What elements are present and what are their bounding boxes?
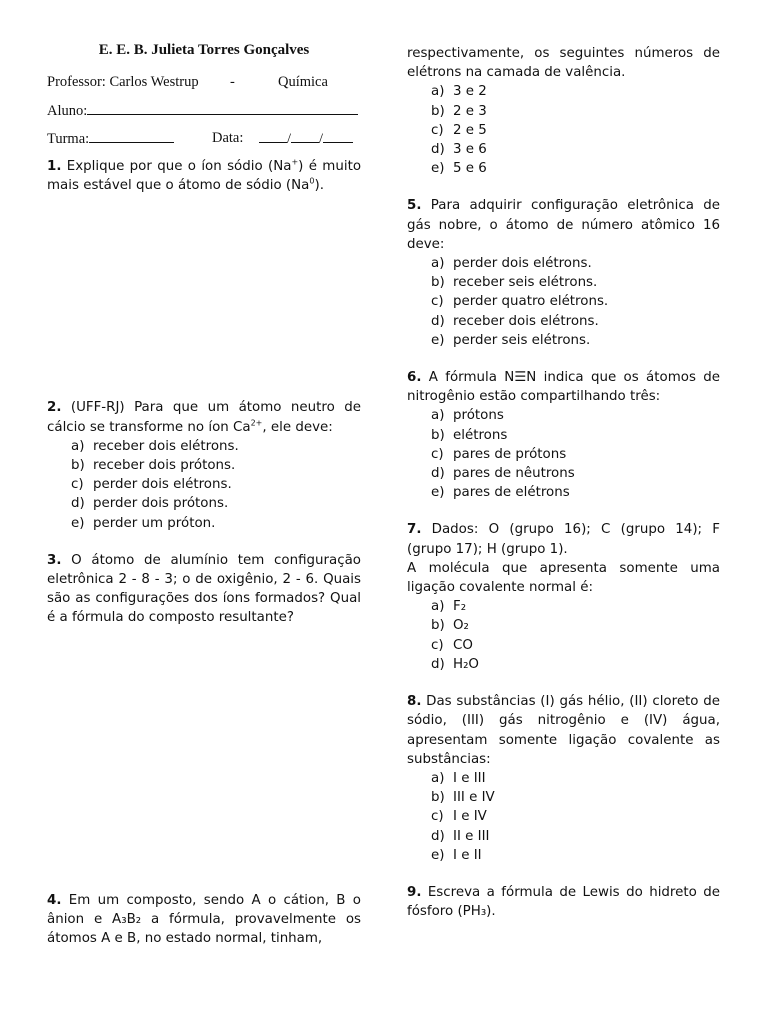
question-1-text-c: ). xyxy=(314,178,324,194)
question-9-number: 9. xyxy=(407,884,422,900)
question-5-options xyxy=(407,254,720,350)
professor-label: Professor: xyxy=(47,74,106,90)
option[interactable] xyxy=(431,140,720,159)
option[interactable] xyxy=(431,406,720,425)
option[interactable] xyxy=(71,494,361,513)
question-7-text2: A molécula que apresenta somente uma ligação covalente normal é: xyxy=(407,560,720,596)
option[interactable] xyxy=(71,514,361,533)
question-6 xyxy=(407,368,720,406)
option[interactable] xyxy=(431,102,720,121)
question-1-text-b: ) é muito mais estável que o átomo de sódio (Na xyxy=(47,159,362,194)
option[interactable] xyxy=(431,616,720,635)
option[interactable] xyxy=(431,807,720,826)
option-text: pares de elétrons xyxy=(453,485,570,501)
question-2-options xyxy=(47,437,361,533)
option-letter: a) xyxy=(431,84,445,100)
option[interactable] xyxy=(431,769,720,788)
option-letter: d) xyxy=(71,496,85,512)
question-1-number: 1. xyxy=(47,159,62,174)
option-letter: b) xyxy=(431,103,445,119)
option-text: 3 e 6 xyxy=(453,142,487,158)
option[interactable] xyxy=(431,121,720,140)
option-letter: a) xyxy=(431,256,445,272)
option-letter: d) xyxy=(431,656,445,672)
question-8-options xyxy=(407,769,720,865)
question-2-number: 2. xyxy=(47,400,62,416)
answer-space-3[interactable] xyxy=(47,628,361,891)
question-7-options xyxy=(407,597,720,674)
question-9-text: Escreva a fórmula de Lewis do hidreto de fósforo (PH₃). xyxy=(407,884,720,920)
option-text: I e IV xyxy=(453,809,487,825)
option[interactable] xyxy=(71,475,361,494)
option-text: 3 e 2 xyxy=(453,84,487,100)
option[interactable] xyxy=(431,846,720,865)
option-letter: e) xyxy=(71,515,85,531)
option[interactable] xyxy=(431,159,720,178)
option-letter: c) xyxy=(431,446,444,462)
option-text: pares de prótons xyxy=(453,446,567,462)
option[interactable] xyxy=(431,827,720,846)
option-letter: a) xyxy=(431,599,445,615)
option-text: perder seis elétrons. xyxy=(453,332,591,348)
option-text: receber dois prótons. xyxy=(93,458,236,474)
option[interactable] xyxy=(431,292,720,311)
option[interactable] xyxy=(431,312,720,331)
option-letter: c) xyxy=(431,637,444,653)
option-letter: d) xyxy=(431,466,445,482)
question-5 xyxy=(407,196,720,254)
option[interactable] xyxy=(431,273,720,292)
question-8-text: Das substâncias (I) gás hélio, (II) cloreto de sódio, (III) gás nitrogênio e (IV) água, apresentam somente ligação covalente as substâncias: xyxy=(407,694,720,767)
question-5-text: Para adquirir configuração eletrônica de gás nobre, o átomo de número atômico 16 deve: xyxy=(407,198,720,252)
professor-name: Carlos Westrup xyxy=(109,74,199,90)
question-2 xyxy=(47,398,361,436)
option[interactable] xyxy=(431,483,720,502)
question-3-number: 3. xyxy=(47,552,62,568)
option-letter: a) xyxy=(431,770,445,786)
question-6-text: A fórmula N☰N indica que os átomos de nitrogênio estão compartilhando três: xyxy=(407,370,720,405)
option-letter: d) xyxy=(431,142,445,158)
option-letter: b) xyxy=(431,790,445,806)
option[interactable] xyxy=(431,464,720,483)
option-letter: a) xyxy=(71,438,85,454)
option-text: receber dois elétrons. xyxy=(453,313,599,329)
option-text: II e III xyxy=(453,828,490,844)
option-text: perder um próton. xyxy=(93,515,216,531)
option-letter: e) xyxy=(431,161,445,177)
option[interactable] xyxy=(431,426,720,445)
option-letter: b) xyxy=(431,427,445,443)
date-label: Data: xyxy=(212,130,244,146)
option-text: III e IV xyxy=(453,790,495,806)
question-4 xyxy=(47,891,361,949)
option-text: I e II xyxy=(453,847,482,863)
header-dash: - xyxy=(230,74,235,90)
option-text: CO xyxy=(453,637,473,653)
question-6-number: 6. xyxy=(407,370,422,386)
date-year-blank[interactable] xyxy=(323,129,353,143)
question-4-text: Em um composto, sendo A o cátion, B o ânion e A₃B₂ a fórmula, provavelmente os átomos A e B, no estado normal, tinham, xyxy=(47,892,362,947)
student-label: Aluno: xyxy=(47,103,88,119)
option-text: O₂ xyxy=(453,618,469,634)
option-letter: e) xyxy=(431,332,445,348)
option[interactable] xyxy=(431,788,720,807)
option-letter: b) xyxy=(431,275,445,291)
question-4-continued xyxy=(407,44,720,82)
question-1 xyxy=(47,157,361,195)
question-5-number: 5. xyxy=(407,198,422,214)
question-1-sup-b: 0 xyxy=(309,176,315,186)
date-sep-1: / xyxy=(287,131,292,147)
question-2-text-b: , ele deve: xyxy=(262,419,333,435)
option-text: 5 e 6 xyxy=(453,161,487,177)
option-text: perder dois elétrons. xyxy=(453,256,592,272)
question-7-text: Dados: O (grupo 16); C (grupo 14); F (grupo 17); H (grupo 1). xyxy=(407,522,720,557)
option-text: pares de nêutrons xyxy=(453,466,575,482)
option[interactable] xyxy=(431,597,720,616)
question-1-sup-a: + xyxy=(291,157,299,167)
option[interactable] xyxy=(431,254,720,273)
class-blank[interactable] xyxy=(89,129,174,143)
option-text: perder quatro elétrons. xyxy=(453,294,609,310)
option[interactable] xyxy=(431,445,720,464)
question-7 xyxy=(407,520,720,558)
option[interactable] xyxy=(71,456,361,475)
question-3-text: O átomo de alumínio tem configuração eletrônica 2 - 8 - 3; o de oxigênio, 2 - 6. Quais são as configurações dos íons formados? Qual é a fórmula do composto resultante? xyxy=(47,552,361,626)
option-letter: b) xyxy=(431,618,445,634)
question-4-text-cont: respectivamente, os seguintes números de elétrons na camada de valência. xyxy=(407,46,720,81)
option-text: prótons xyxy=(453,408,504,424)
option-text: I e III xyxy=(453,770,486,786)
right-column xyxy=(407,44,720,921)
option-letter: a) xyxy=(431,408,445,424)
option-text: perder dois prótons. xyxy=(93,496,229,512)
question-8 xyxy=(407,692,720,769)
question-1-text-a: Explique por que o íon sódio (Na xyxy=(66,159,292,174)
option-letter: c) xyxy=(431,809,444,825)
option-text: 2 e 5 xyxy=(453,122,487,138)
date-day-blank[interactable] xyxy=(259,129,287,143)
option-text: 2 e 3 xyxy=(453,103,487,119)
option-letter: d) xyxy=(431,828,445,844)
option[interactable] xyxy=(431,636,720,655)
option-text: elétrons xyxy=(453,427,508,443)
question-2-sup: 2+ xyxy=(250,418,263,428)
option[interactable] xyxy=(431,331,720,350)
subject-name: Química xyxy=(278,74,328,90)
option-letter: e) xyxy=(431,847,445,863)
option-letter: b) xyxy=(71,458,85,474)
professor-line xyxy=(47,73,361,92)
option-text: perder dois elétrons. xyxy=(93,477,232,493)
question-4-options xyxy=(407,82,720,178)
date-sep-2: / xyxy=(319,131,324,147)
question-6-options xyxy=(407,406,720,502)
date-month-blank[interactable] xyxy=(291,129,319,143)
question-7-number: 7. xyxy=(407,522,422,538)
option-letter: d) xyxy=(431,313,445,329)
option-letter: c) xyxy=(71,477,84,493)
option-text: receber seis elétrons. xyxy=(453,275,598,291)
left-column xyxy=(47,38,361,948)
student-blank[interactable] xyxy=(87,101,358,115)
school-title: E. E. B. Julieta Torres Gonçalves xyxy=(98,42,310,58)
option-letter: e) xyxy=(431,485,445,501)
question-3 xyxy=(47,551,361,628)
option[interactable] xyxy=(431,655,720,674)
question-4-number: 4. xyxy=(47,892,62,908)
option-text: H₂O xyxy=(453,656,479,672)
option[interactable] xyxy=(71,437,361,456)
option-text: receber dois elétrons. xyxy=(93,438,239,454)
question-7-statement xyxy=(407,559,720,597)
option-letter: c) xyxy=(431,294,444,310)
student-line xyxy=(47,101,361,120)
question-8-number: 8. xyxy=(407,694,422,710)
class-label: Turma: xyxy=(47,131,90,147)
option[interactable] xyxy=(431,82,720,101)
answer-space-1[interactable] xyxy=(47,195,361,398)
question-2-text-a: (UFF-RJ) Para que um átomo neutro de cálcio se transforme no íon Ca xyxy=(47,400,361,435)
option-letter: c) xyxy=(431,122,444,138)
option-text: F₂ xyxy=(453,599,467,615)
question-9 xyxy=(407,883,720,921)
class-date-line xyxy=(47,129,361,148)
